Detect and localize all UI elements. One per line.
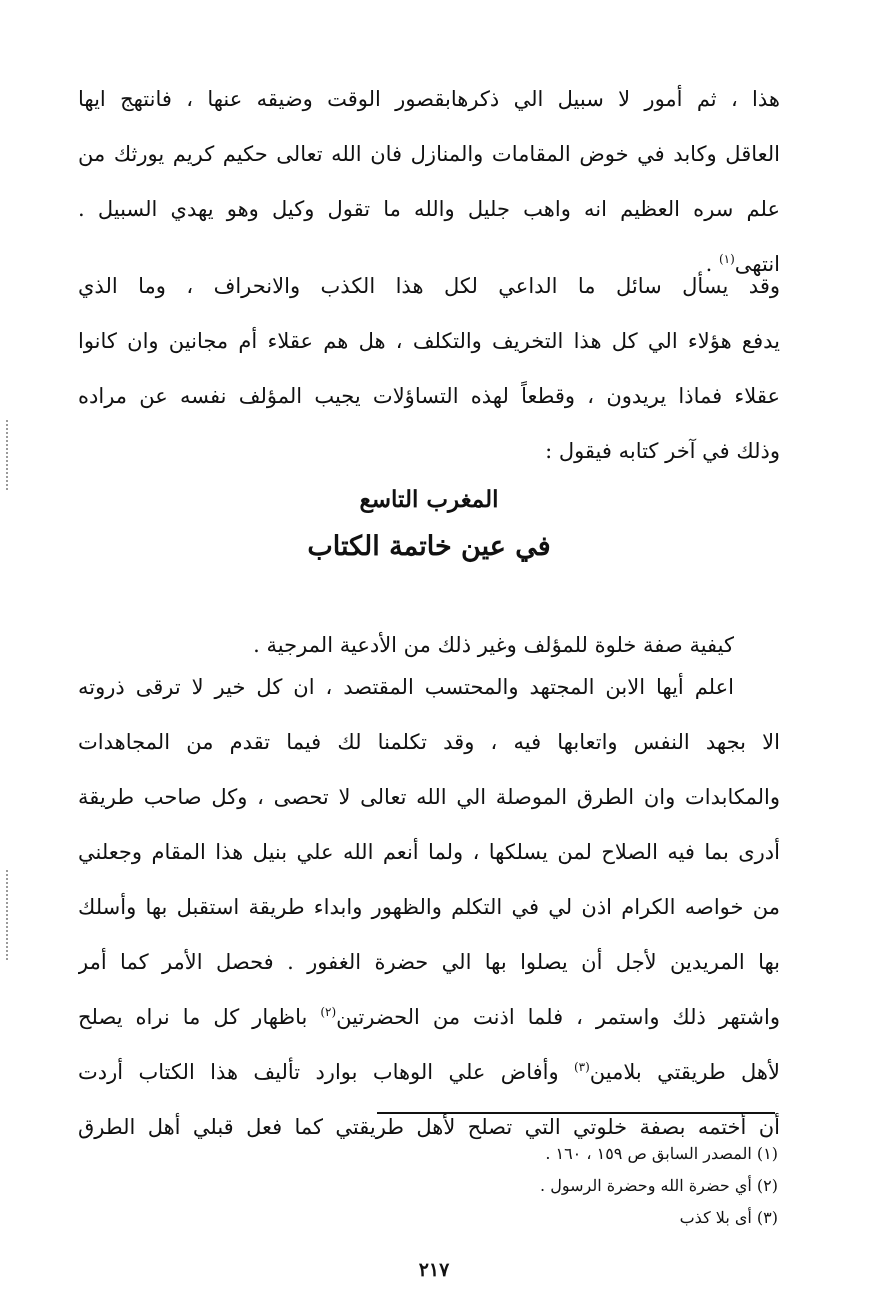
footnote-separator xyxy=(377,1112,775,1114)
text-line: أن أختمه بصفة خلوتي التي تصلح لأهل طريقتي كما فعل قبلي أهل الطرق xyxy=(78,1115,780,1139)
footnote-marker: (٢) xyxy=(320,1005,337,1019)
text-line: العاقل وكابد في خوض المقامات والمنازل فان الله تعالى حكيم كريم يورثك من xyxy=(78,142,780,166)
text-line: الا بجهد النفس واتعابها فيه ، وقد تكلمنا لك فيما تقدم من المجاهدات xyxy=(78,730,780,754)
text-line: وقد يسأل سائل ما الداعي لكل هذا الكذب والانحراف ، وما الذي xyxy=(78,274,780,298)
footnotes xyxy=(300,1138,778,1234)
section-heading xyxy=(78,478,780,572)
text-line: من خواصه الكرام اذن لي في التكلم والظهور وابداء طريقة استقبل بها وأسلك xyxy=(78,895,780,919)
footnote-marker: (٣) xyxy=(573,1060,590,1074)
footnote-marker: (١) xyxy=(718,252,735,266)
text-line: كيفية صفة خلوة للمؤلف وغير ذلك من الأدعية المرجية . xyxy=(253,633,734,657)
section-heading-line-1: المغرب التاسع xyxy=(359,486,499,513)
paragraph-4 xyxy=(78,660,780,1155)
text-line xyxy=(78,1045,780,1100)
section-heading-line-2: في عين خاتمة الكتاب xyxy=(307,531,551,562)
text-fragment: . xyxy=(705,252,719,276)
scan-artifact xyxy=(6,870,10,960)
text-fragment: وأفاض علي الوهاب بوارد تأليف هذا الكتاب أردت xyxy=(78,1060,574,1084)
text-fragment: باظهار كل ما نراه يصلح xyxy=(78,1005,321,1029)
text-line: علم سره العظيم انه واهب جليل والله ما تقول وكيل وهو يهدي السبيل . xyxy=(78,197,780,221)
text-fragment: لأهل طريقتي بلامين xyxy=(589,1060,780,1084)
text-line: عقلاء فماذا يريدون ، وقطعاً لهذه التساؤلات يجيب المؤلف نفسه عن مراده xyxy=(78,384,780,408)
text-line: والمكابدات وان الطرق الموصلة الي الله تعالى لا تحصى ، وكل صاحب طريقة xyxy=(78,785,780,809)
text-line: اعلم أيها الابن المجتهد والمحتسب المقتصد ، ان كل خير لا ترقى ذروته xyxy=(78,675,734,699)
text-fragment: واشتهر ذلك واستمر ، فلما اذنت من الحضرتين xyxy=(336,1005,780,1029)
footnote: (١) المصدر السابق ص ١٥٩ ، ١٦٠ . xyxy=(545,1144,778,1163)
paragraph-2 xyxy=(78,259,780,479)
text-line: بها المريدين لأجل أن يصلوا بها الي حضرة الغفور . فحصل الأمر كما أمر xyxy=(78,950,780,974)
footnote: (٣) أى بلا كذب xyxy=(679,1208,778,1227)
page-number: ٢١٧ xyxy=(418,1259,450,1281)
footnote: (٢) أي حضرة الله وحضرة الرسول . xyxy=(540,1176,778,1195)
text-fragment: انتهى xyxy=(734,252,780,276)
scan-artifact xyxy=(6,420,10,490)
text-line: وذلك في آخر كتابه فيقول : xyxy=(545,439,780,463)
text-line: أدرى بما فيه الصلاح لمن يسلكها ، ولما أنعم الله علي بنيل هذا المقام وجعلني xyxy=(78,840,780,864)
text-line xyxy=(78,990,780,1045)
text-line: هذا ، ثم أمور لا سبيل الي ذكرهابقصور الوقت وضيقه عنها ، فانتهج ايها xyxy=(78,87,780,111)
text-line: يدفع هؤلاء الي كل هذا التخريف والتكلف ، هل هم عقلاء أم مجانين وان كانوا xyxy=(78,329,780,353)
